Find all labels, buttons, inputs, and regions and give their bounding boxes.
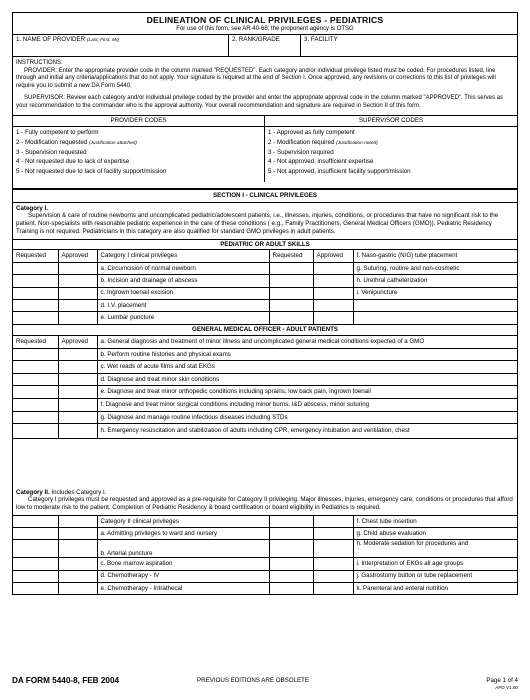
facility-label: 3. FACILITY <box>304 36 338 44</box>
skill-label: f. Naso-gastric (N/G) tube placement <box>353 250 517 262</box>
table-row <box>13 287 517 299</box>
approved-cell[interactable] <box>58 528 97 540</box>
requested-cell[interactable] <box>269 300 313 312</box>
gmo-item: f. Diagnose and treat minor surgical conditions including minor burns, I&D abscess, minor suturing <box>97 399 517 412</box>
approved-cell[interactable] <box>58 411 97 424</box>
skill-label: e. Chemotherapy - Intrathecal <box>97 582 269 594</box>
approved-cell[interactable] <box>313 570 353 582</box>
category-2-description <box>13 489 517 515</box>
approved-cell[interactable] <box>58 287 97 299</box>
gmo-heading: GENERAL MEDICAL OFFICER - ADULT PATIENTS <box>13 324 517 335</box>
skill-label: a. Circumcision of normal newborn <box>97 262 269 274</box>
table-row <box>13 411 517 424</box>
skill-label: d. Chemotherapy - IV <box>97 570 269 582</box>
requested-cell[interactable] <box>13 262 58 274</box>
requested-header: Requested <box>269 250 313 262</box>
skill-label: e. Lumbar puncture <box>97 312 269 324</box>
category-1-description <box>13 202 517 239</box>
approved-cell[interactable] <box>58 515 97 527</box>
approved-cell[interactable] <box>58 558 97 570</box>
category-1-name: Category I. <box>16 204 48 212</box>
supervisor-code-5: 5 - Not approved, insufficient facility support/mission <box>268 168 411 176</box>
skill-label: Category II clinical privileges <box>97 515 269 527</box>
requested-cell[interactable] <box>13 528 58 540</box>
approved-header: Approved <box>313 250 353 262</box>
requested-cell[interactable] <box>269 558 313 570</box>
requested-cell[interactable] <box>269 528 313 540</box>
skill-label: g. Suturing, routine and non-cosmetic <box>353 262 517 274</box>
supervisor-codes <box>265 116 517 182</box>
provider-codes-heading: PROVIDER CODES <box>13 116 264 127</box>
requested-header: Requested <box>13 336 58 349</box>
identification-row <box>13 34 517 56</box>
skill-label: k. Parenteral and enteral nutrition <box>353 582 517 594</box>
provider-name-label: 1. NAME OF PROVIDER <box>16 36 86 44</box>
requested-cell[interactable] <box>269 287 313 299</box>
gmo-item: c. Wet reads of acute films and stat EKGs <box>97 361 517 374</box>
gmo-item: d. Diagnose and treat minor skin conditions <box>97 373 517 386</box>
supervisor-code-3: 3 - Supervision required <box>268 148 334 156</box>
skill-label: d. I.V. placement <box>97 300 269 312</box>
category-2-table <box>13 515 517 594</box>
requested-cell[interactable] <box>269 582 313 594</box>
pediatric-skills-heading: PEDIATRIC OR ADULT SKILLS <box>13 239 517 250</box>
form-title: DELINEATION OF CLINICAL PRIVILEGES - PEDIATRICS <box>146 15 384 25</box>
provider-instructions: PROVIDER: Enter the appropriate provider code in the column marked "REQUESTED". Each category and/or individual privilege listed must be coded. For procedures listed, line through and initial any criteria/applications that do not apply. Your signature is required at the end of Section I. Once approved, any revisions or corrections to this list of privileges will require you to submit a new DA Form 5440. <box>16 67 496 89</box>
skill-label: i. Interpretation of EKGs all age groups <box>353 558 517 570</box>
requested-cell[interactable] <box>13 287 58 299</box>
requested-cell[interactable] <box>13 582 58 594</box>
approved-cell[interactable] <box>58 582 97 594</box>
category-2-subtitle: Includes Category I. <box>49 488 107 496</box>
category-2-text: Category I privileges must be requested and approved as a pre-requisite for Category II privileging. Major illnesses, injuries, emergency care, conditions or procedures that afford low to moderate risk to the patient. Completion of Pediatric Residency & board certification or board eligibility in Pediatrics is required. <box>16 496 513 512</box>
instructions-block <box>13 56 517 115</box>
approved-cell[interactable] <box>313 262 353 274</box>
pediatric-skills-table <box>13 249 517 324</box>
table-row <box>13 570 517 582</box>
empty-cell <box>353 300 517 312</box>
skill-label: g. Child abuse evaluation <box>353 528 517 540</box>
table-row <box>13 361 517 374</box>
requested-cell[interactable] <box>13 373 58 386</box>
approved-cell[interactable] <box>58 262 97 274</box>
table-row <box>13 424 517 438</box>
approved-cell[interactable] <box>58 348 97 361</box>
provider-code-4: 4 - Not requested due to lack of expertise <box>16 158 130 166</box>
requested-cell[interactable] <box>13 300 58 312</box>
requested-cell[interactable] <box>13 424 58 438</box>
approved-cell[interactable] <box>58 312 97 324</box>
approved-cell[interactable] <box>58 570 97 582</box>
requested-cell[interactable] <box>13 411 58 424</box>
table-row <box>13 399 517 412</box>
approved-cell[interactable] <box>313 558 353 570</box>
approved-cell[interactable] <box>58 300 97 312</box>
gmo-item: g. Diagnose and manage routine infectious diseases including STDs <box>97 411 517 424</box>
provider-code-5: 5 - Not requested due to lack of facility support/mission <box>16 168 167 176</box>
table-row <box>13 275 517 287</box>
table-row <box>13 250 517 262</box>
provider-code-2: 2 - Modification requested (Justification attached) <box>16 138 137 146</box>
requested-cell[interactable] <box>13 348 58 361</box>
approved-cell[interactable] <box>313 582 353 594</box>
skill-label: b. Arterial puncture <box>97 540 269 558</box>
table-row <box>13 348 517 361</box>
supervisor-code-1: 1 - Approved as fully competent <box>268 128 355 136</box>
privileges-form <box>12 12 518 595</box>
skill-label: f. Chest tube insertion <box>353 515 517 527</box>
table-row <box>13 312 517 324</box>
provider-name-field[interactable] <box>13 35 229 56</box>
gmo-item: h. Emergency resuscitation and stabilization of adults including CPR, emergency intubation and ventilation, chest <box>97 424 517 438</box>
table-row <box>13 386 517 399</box>
requested-cell[interactable] <box>13 399 58 412</box>
requested-header: Requested <box>13 250 58 262</box>
provider-code-1: 1 - Fully competent to perform <box>16 128 99 136</box>
gmo-item: a. General diagnosis and treatment of minor illness and uncomplicated general medical conditions expected of a GMO <box>97 336 517 349</box>
table-row <box>13 540 517 558</box>
provider-name-hint: (Last, First, MI) <box>86 38 120 44</box>
skill-label: Category I clinical privileges <box>97 250 269 262</box>
category-1-text: Supervision & care of routine newborns and uncomplicated pediatric/adolescent patients, i.e., illnesses, injuries, conditions, or procedures that have no significant risk to the patient. Non-specialists with reasonable pediatric experience in the care of these conditions ( e.g., Family Practitioners, General Medical Officers (GMO)). Pediatric Residency Training is not required. Pediatricians in this category are also qualified for standard GMO privileges in adult patients. <box>16 212 499 235</box>
skill-label: c. Bone marrow aspiration <box>97 558 269 570</box>
table-row <box>13 528 517 540</box>
provider-codes <box>13 116 265 182</box>
skill-label: h. Urethral catheterization <box>353 275 517 287</box>
form-footer <box>12 676 518 690</box>
approved-header: Approved <box>58 336 97 349</box>
requested-cell[interactable] <box>269 275 313 287</box>
requested-cell[interactable] <box>269 515 313 527</box>
category-2-name: Category II. <box>16 488 50 496</box>
supervisor-code-4: 4 - Not approved, insufficient expertise <box>268 158 374 166</box>
gmo-item: e. Diagnose and treat minor orthopedic conditions including sprains, low back pain, ingrown toenail <box>97 386 517 399</box>
form-number: DA FORM 5440-8, FEB 2004 <box>12 676 120 685</box>
approved-cell[interactable] <box>58 275 97 287</box>
approved-cell[interactable] <box>58 424 97 438</box>
rank-grade-field[interactable] <box>229 35 301 56</box>
table-row <box>13 373 517 386</box>
form-subtitle: For use of this form, see AR 40-68; the proponent agency is OTSG <box>176 25 354 32</box>
requested-cell[interactable] <box>13 275 58 287</box>
requested-cell[interactable] <box>269 312 313 324</box>
requested-cell[interactable] <box>13 570 58 582</box>
page-number: Page 1 of 4 <box>486 677 518 684</box>
table-row <box>13 582 517 594</box>
table-row <box>13 515 517 527</box>
skill-label: c. Ingrown toenail excision <box>97 287 269 299</box>
rank-grade-label: 2. RANK/GRADE <box>232 36 280 44</box>
approved-cell[interactable] <box>313 312 353 324</box>
skill-label: i. Venipuncture <box>353 287 517 299</box>
requested-cell[interactable] <box>13 312 58 324</box>
section-1-heading: SECTION I - CLINICAL PRIVILEGES <box>13 188 517 202</box>
approved-cell[interactable] <box>58 373 97 386</box>
skill-label: b. Incision and drainage of abscess <box>97 275 269 287</box>
table-row <box>13 300 517 312</box>
table-row <box>13 558 517 570</box>
requested-cell[interactable] <box>13 540 58 558</box>
table-row <box>13 262 517 274</box>
apd-version: APD V1.00 <box>495 685 518 690</box>
provider-codes-list <box>13 127 264 182</box>
requested-cell[interactable] <box>13 386 58 399</box>
supervisor-code-2: 2 - Modification required (Justification noted) <box>268 138 378 146</box>
requested-cell[interactable] <box>269 570 313 582</box>
gmo-item: b. Perform routine histories and physical exams <box>97 348 517 361</box>
approved-cell[interactable] <box>58 361 97 374</box>
supervisor-codes-heading: SUPERVISOR CODES <box>265 116 517 127</box>
supervisor-codes-list <box>265 127 517 182</box>
previous-editions-note: PREVIOUS EDITIONS ARE OBSOLETE <box>197 677 310 684</box>
requested-cell[interactable] <box>269 262 313 274</box>
skill-label: a. Admitting privileges to ward and nursery <box>97 528 269 540</box>
instructions-heading: INSTRUCTIONS: <box>16 60 63 67</box>
requested-cell[interactable] <box>13 515 58 527</box>
approved-cell[interactable] <box>313 528 353 540</box>
approved-cell[interactable] <box>58 386 97 399</box>
approved-cell[interactable] <box>58 399 97 412</box>
provider-code-3: 3 - Supervision requested <box>16 148 87 156</box>
requested-cell[interactable] <box>13 361 58 374</box>
skill-label: h. Moderate sedation for procedures and <box>353 540 517 558</box>
gmo-table <box>13 335 517 438</box>
approved-cell[interactable] <box>313 515 353 527</box>
table-row <box>13 336 517 349</box>
empty-cell <box>353 312 517 324</box>
requested-cell[interactable] <box>13 558 58 570</box>
requested-cell[interactable] <box>269 540 313 558</box>
supervisor-instructions: SUPERVISOR: Review each category and/or individual privilege coded by the provider and enter the appropriate approval code in the column marked "APPROVED". This serves as your recommendation to the commander who is the approval authority. Your overall recommendation and signature are required in Section II of this form. <box>16 95 503 109</box>
approved-cell[interactable] <box>313 300 353 312</box>
blank-space <box>13 438 517 489</box>
approved-cell[interactable] <box>313 287 353 299</box>
approved-cell[interactable] <box>58 540 97 558</box>
skill-label: j. Gastrostomy button or tube replacement <box>353 570 517 582</box>
approved-header: Approved <box>58 250 97 262</box>
facility-field[interactable] <box>301 35 517 56</box>
approved-cell[interactable] <box>313 540 353 558</box>
approved-cell[interactable] <box>313 275 353 287</box>
codes-legend <box>13 115 517 182</box>
